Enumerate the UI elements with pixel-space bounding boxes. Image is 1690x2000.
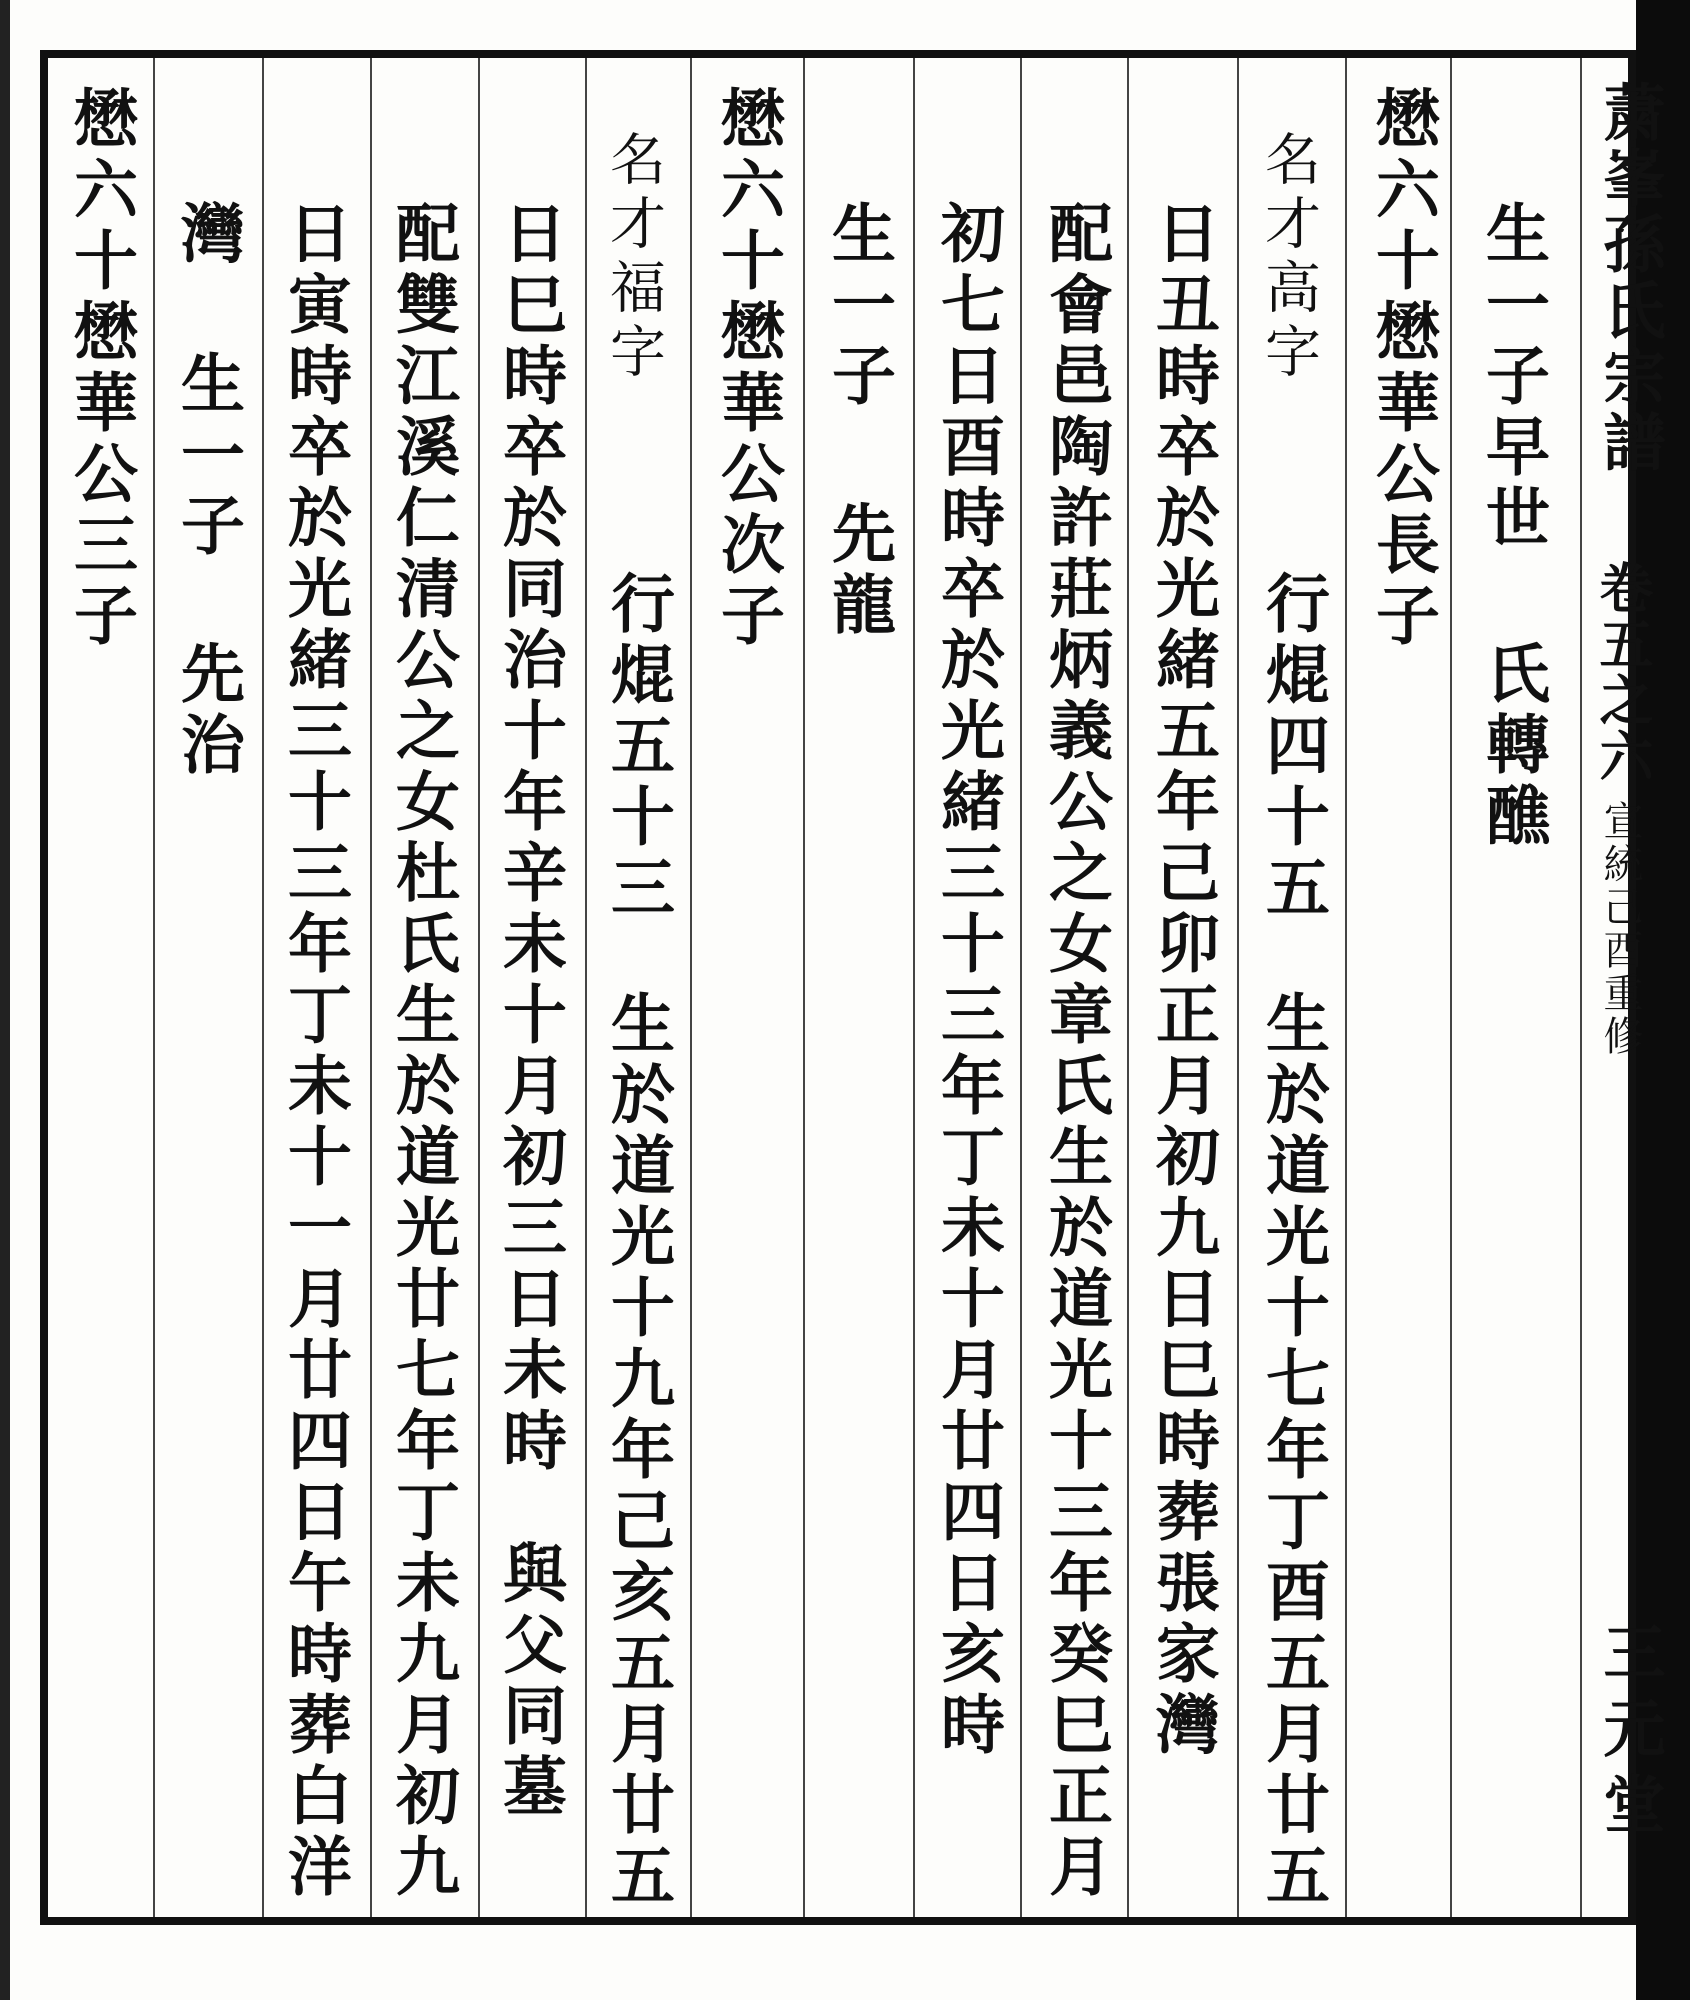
- col10-text: 日巳時卒於同治十年辛未十月初三日未時: [492, 200, 567, 1478]
- col13-lower: 先治: [170, 640, 245, 782]
- col3-rank: 行焜四十五: [1255, 570, 1330, 925]
- col3-birth: 生於道光十七年丁酉五月廿五: [1255, 990, 1330, 1913]
- col4-text: 日丑時卒於光緒五年己卯正月初九日巳時葬張家灣: [1145, 200, 1220, 1762]
- col2-heading: 懋六十懋華公長子: [1365, 85, 1440, 653]
- col1-lower: 氏轉醮: [1475, 640, 1550, 853]
- col13-mid: 生一子: [170, 350, 245, 563]
- column-rule: [803, 58, 805, 1917]
- col14-heading: 懋六十懋華公三子: [63, 85, 138, 653]
- col7-upper: 生一子: [821, 200, 896, 413]
- col7-lower: 先龍: [821, 500, 896, 642]
- col13-upper: 灣: [170, 200, 245, 271]
- col3-name: 名才高字: [1256, 130, 1321, 386]
- col11-text: 配雙江溪仁清公之女杜氏生於道光廿七年丁未九月初九: [385, 200, 460, 1904]
- col5-text: 配會邑陶許莊炳義公之女章氏生於道光十三年癸巳正月: [1038, 200, 1113, 1904]
- column-rule: [1450, 58, 1452, 1917]
- col9-name: 名才福字: [601, 130, 666, 386]
- column-rule: [1020, 58, 1022, 1917]
- column-rule: [1237, 58, 1239, 1917]
- col12-text: 日寅時卒於光緒三十三年丁未十一月廿四日午時葬白洋: [277, 200, 352, 1904]
- genealogy-title: 䔥峯孫氏宗譜: [1593, 80, 1666, 476]
- volume-label: 卷五之六: [1591, 560, 1655, 784]
- col9-birth: 生於道光十九年己亥五月廿五: [600, 990, 675, 1913]
- column-rule: [370, 58, 372, 1917]
- column-rule: [585, 58, 587, 1917]
- col10-burial: 與父同墓: [492, 1540, 567, 1824]
- column-rule: [1127, 58, 1129, 1917]
- column-rule: [1580, 58, 1582, 1917]
- column-rule: [690, 58, 692, 1917]
- column-rule: [1345, 58, 1347, 1917]
- col8-heading: 懋六十懋華公次子: [710, 85, 785, 653]
- column-rule: [262, 58, 264, 1917]
- col6-text: 初七日酉時卒於光緒三十三年丁未十月廿四日亥時: [930, 200, 1005, 1762]
- column-rule: [913, 58, 915, 1917]
- edition-note: 宣統己酉重修: [1597, 800, 1643, 1058]
- page-edge: [0, 0, 10, 2000]
- column-rule: [153, 58, 155, 1917]
- column-rule: [478, 58, 480, 1917]
- col1-upper: 生一子早世: [1475, 200, 1550, 555]
- hall-name: 三元堂: [1593, 1620, 1666, 1848]
- col9-rank: 行焜五十三: [600, 570, 675, 925]
